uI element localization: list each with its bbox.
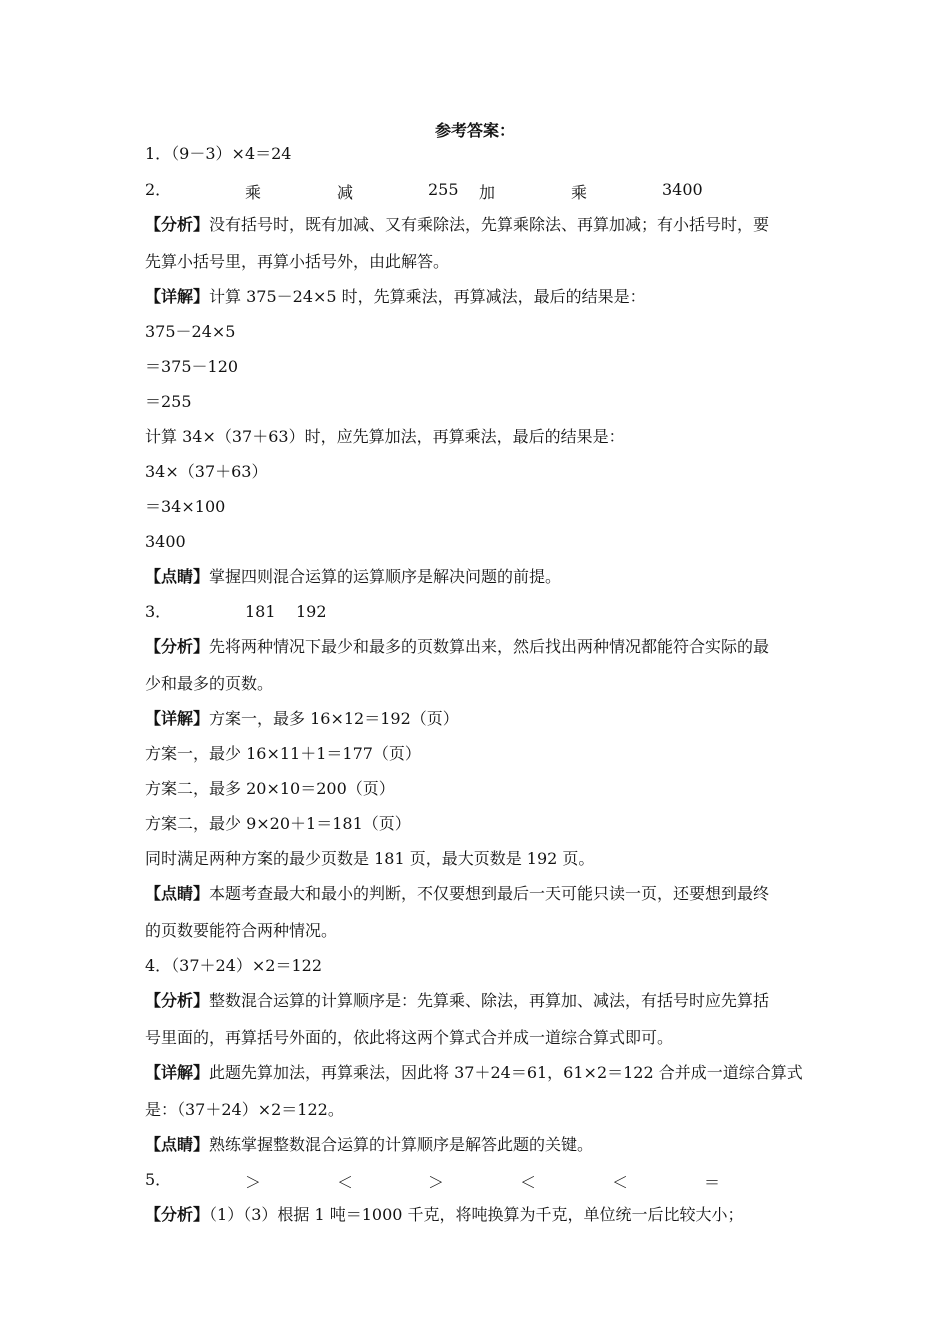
q2-blank-5: 乘	[571, 183, 588, 202]
q2-blank-2: 减	[337, 183, 354, 202]
q3-detail	[145, 709, 459, 729]
q2-blank-4: 加	[479, 183, 496, 202]
q2-blank-6: 3400	[662, 180, 703, 199]
q3-detail-3: 方案二，最多 20×10＝200（页）	[145, 779, 395, 798]
analysis-tag: 【分析】	[145, 215, 210, 234]
analysis-tag: 【分析】	[145, 637, 210, 656]
q4-detail	[145, 1063, 803, 1083]
q4-analysis-text: 整数混合运算的计算顺序是：先算乘、除法，再算加、减法，有括号时应先算括	[209, 991, 770, 1010]
q3-analysis-cont: 少和最多的页数。	[145, 674, 274, 693]
q5-analysis	[145, 1205, 744, 1225]
q3-number: 3．	[145, 602, 172, 621]
q2-analysis	[145, 215, 769, 235]
q4-point-text: 熟练掌握整数混合运算的计算顺序是解答此题的关键。	[209, 1135, 594, 1154]
q3-point-cont: 的页数要能符合两种情况。	[145, 921, 338, 940]
q5-blank-4: ＜	[520, 1173, 537, 1192]
q3-blank-2: 192	[296, 602, 327, 621]
q5-blank-2: ＜	[337, 1173, 354, 1192]
analysis-tag: 【分析】	[145, 1205, 210, 1224]
q4-answer: 4．（37＋24）×2＝122	[145, 956, 323, 975]
point-tag: 【点睛】	[145, 1135, 210, 1154]
q4-detail-cont: 是：（37＋24）×2＝122。	[145, 1100, 344, 1119]
q3-analysis	[145, 637, 769, 657]
q3-analysis-text: 先将两种情况下最少和最多的页数算出来，然后找出两种情况都能符合实际的最	[209, 637, 770, 656]
analysis-tag: 【分析】	[145, 991, 210, 1010]
q2-number: 2．	[145, 180, 172, 199]
q4-analysis-cont: 号里面的，再算括号外面的，依此将这两个算式合并成一道综合算式即可。	[145, 1028, 674, 1047]
q5-blank-3: ＞	[428, 1173, 445, 1192]
q2-point	[145, 567, 561, 587]
page-title: 参考答案：	[434, 121, 515, 140]
q2-calc-6: 3400	[145, 532, 186, 551]
q3-detail-5: 同时满足两种方案的最少页数是 181 页，最大页数是 192 页。	[145, 849, 595, 868]
detail-tag: 【详解】	[145, 709, 210, 728]
q2-detail-2: 计算 34×（37＋63）时，应先算加法，再算乘法，最后的结果是：	[145, 427, 625, 446]
q4-analysis	[145, 991, 769, 1011]
q4-point	[145, 1135, 593, 1155]
q2-calc-3: ＝255	[145, 392, 192, 411]
q4-detail-text: 此题先算加法，再算乘法，因此将 37＋24＝61，61×2＝122 合并成一道综合算式	[209, 1063, 803, 1082]
q2-analysis-cont: 先算小括号里，再算小括号外，由此解答。	[145, 252, 450, 271]
q2-detail-text: 计算 375－24×5 时，先算乘法，再算减法，最后的结果是：	[209, 287, 646, 306]
q3-blank-1: 181	[245, 602, 276, 621]
q5-number: 5．	[145, 1170, 172, 1189]
q2-detail	[145, 287, 646, 307]
point-tag: 【点睛】	[145, 567, 210, 586]
q3-point-text: 本题考查最大和最小的判断，不仅要想到最后一天可能只读一页，还要想到最终	[209, 884, 770, 903]
q3-detail-text: 方案一，最多 16×12＝192（页）	[209, 709, 459, 728]
q2-calc-5: ＝34×100	[145, 497, 226, 516]
point-tag: 【点睛】	[145, 884, 210, 903]
q2-point-text: 掌握四则混合运算的运算顺序是解决问题的前提。	[209, 567, 562, 586]
q1-answer: 1．（9－3）×4＝24	[145, 144, 292, 163]
q2-calc-1: 375－24×5	[145, 322, 236, 341]
q3-point	[145, 884, 769, 904]
q2-calc-4: 34×（37＋63）	[145, 462, 268, 481]
q2-analysis-text: 没有括号时，既有加减、又有乘除法，先算乘除法、再算加减；有小括号时，要	[209, 215, 770, 234]
q2-blank-3: 255	[428, 180, 459, 199]
q3-detail-2: 方案一，最少 16×11＋1＝177（页）	[145, 744, 421, 763]
q2-blank-1: 乘	[245, 183, 262, 202]
detail-tag: 【详解】	[145, 287, 210, 306]
q2-calc-2: ＝375－120	[145, 357, 239, 376]
q5-blank-6: ＝	[704, 1173, 721, 1192]
q5-blank-5: ＜	[612, 1173, 629, 1192]
q5-analysis-text: （1）（3）根据 1 吨＝1000 千克，将吨换算为千克，单位统一后比较大小；	[209, 1205, 744, 1224]
q3-detail-4: 方案二，最少 9×20＋1＝181（页）	[145, 814, 411, 833]
q5-blank-1: ＞	[245, 1173, 262, 1192]
detail-tag: 【详解】	[145, 1063, 210, 1082]
